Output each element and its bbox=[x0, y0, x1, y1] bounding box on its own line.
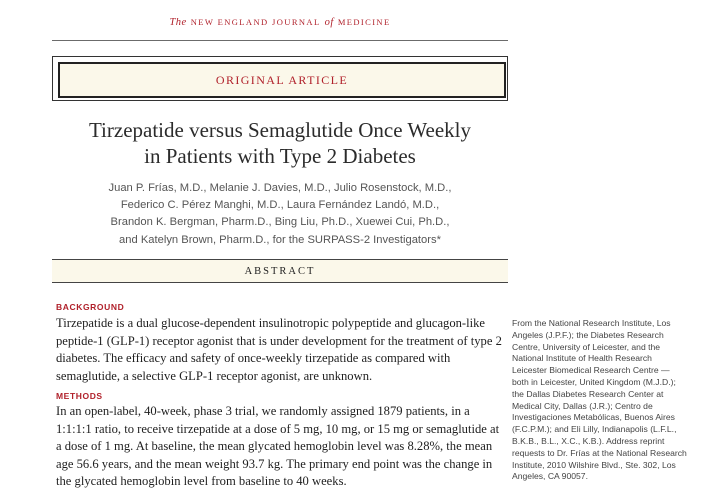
background-text: Tirzepatide is a dual glucose-dependent insulinotropic polypeptide and glucagon-like peptide-1 (GLP-1) receptor agonist that is under development for the treatment of type 2 diabetes. The efficacy and safety of once-weekly tirzepatide as compared with semaglutide, a selective GLP-1 receptor agonist, are unknown. bbox=[56, 316, 502, 383]
methods-text: In an open-label, 40-week, phase 3 trial, we randomly assigned 1879 patients, in a 1:1:1:1 ratio, to receive tirzepatide at a dose of 5 mg, 10 mg, or 15 mg or semaglutide at a dose of 1 mg. At baseline, the mean glycated hemoglobin level was 8.28%, the mean age 56.6 years, and the mean weight 93.7 kg. The primary end point was the change in the glycated hemoglobin level from baseline to 40 weeks. bbox=[56, 404, 500, 489]
author-list bbox=[52, 180, 508, 249]
methods-label: METHODS bbox=[56, 391, 103, 401]
affiliations-note: From the National Research Institute, Los Angeles (J.P.F.); the Diabetes Research Centre, University of Leicester, and the National Institute of Health Research Leicester Biomedical Research Centre — both in Leicester, United Kingdom (M.J.D.); the Dallas Diabetes Research Center at Medical City, Dallas (J.R.); Centro de Investigaciones Metabólicas, Buenos Aires (F.C.P.M.); and Eli Lilly, Indianapolis (L.F.L., B.K.B., B.L., X.C., K.B.). Address reprint requests to Dr. Frías at the National Research Institute, 2010 Wilshire Blvd., Ste. 302, Los Angeles, CA 90057. bbox=[512, 318, 687, 482]
title-line-1: Tirzepatide versus Semaglutide Once Weekly bbox=[88, 118, 472, 142]
abstract-heading: ABSTRACT bbox=[52, 259, 508, 283]
masthead-the: The bbox=[169, 17, 187, 28]
author-line: Federico C. Pérez Manghi, M.D., Laura Fernández Landó, M.D., bbox=[120, 199, 440, 212]
masthead-of: of bbox=[324, 17, 334, 28]
author-line: Brandon K. Bergman, Pharm.D., Bing Liu, Ph.D., Xuewei Cui, Ph.D., bbox=[110, 216, 450, 229]
title-line-2: in Patients with Type 2 Diabetes bbox=[144, 144, 416, 168]
author-line: Juan P. Frías, M.D., Melanie J. Davies, M.D., Julio Rosenstock, M.D., bbox=[108, 182, 452, 194]
article-type-label: ORIGINAL ARTICLE bbox=[58, 62, 506, 98]
author-line: and Katelyn Brown, Pharm.D., for the SURPASS-2 Investigators* bbox=[119, 233, 441, 246]
masthead-medicine: MEDICINE bbox=[337, 17, 391, 27]
header-rule bbox=[52, 40, 508, 41]
background-label: BACKGROUND bbox=[56, 302, 125, 312]
masthead-name: NEW ENGLAND JOURNAL bbox=[190, 17, 321, 27]
journal-masthead bbox=[0, 17, 560, 28]
article-title bbox=[52, 117, 508, 169]
